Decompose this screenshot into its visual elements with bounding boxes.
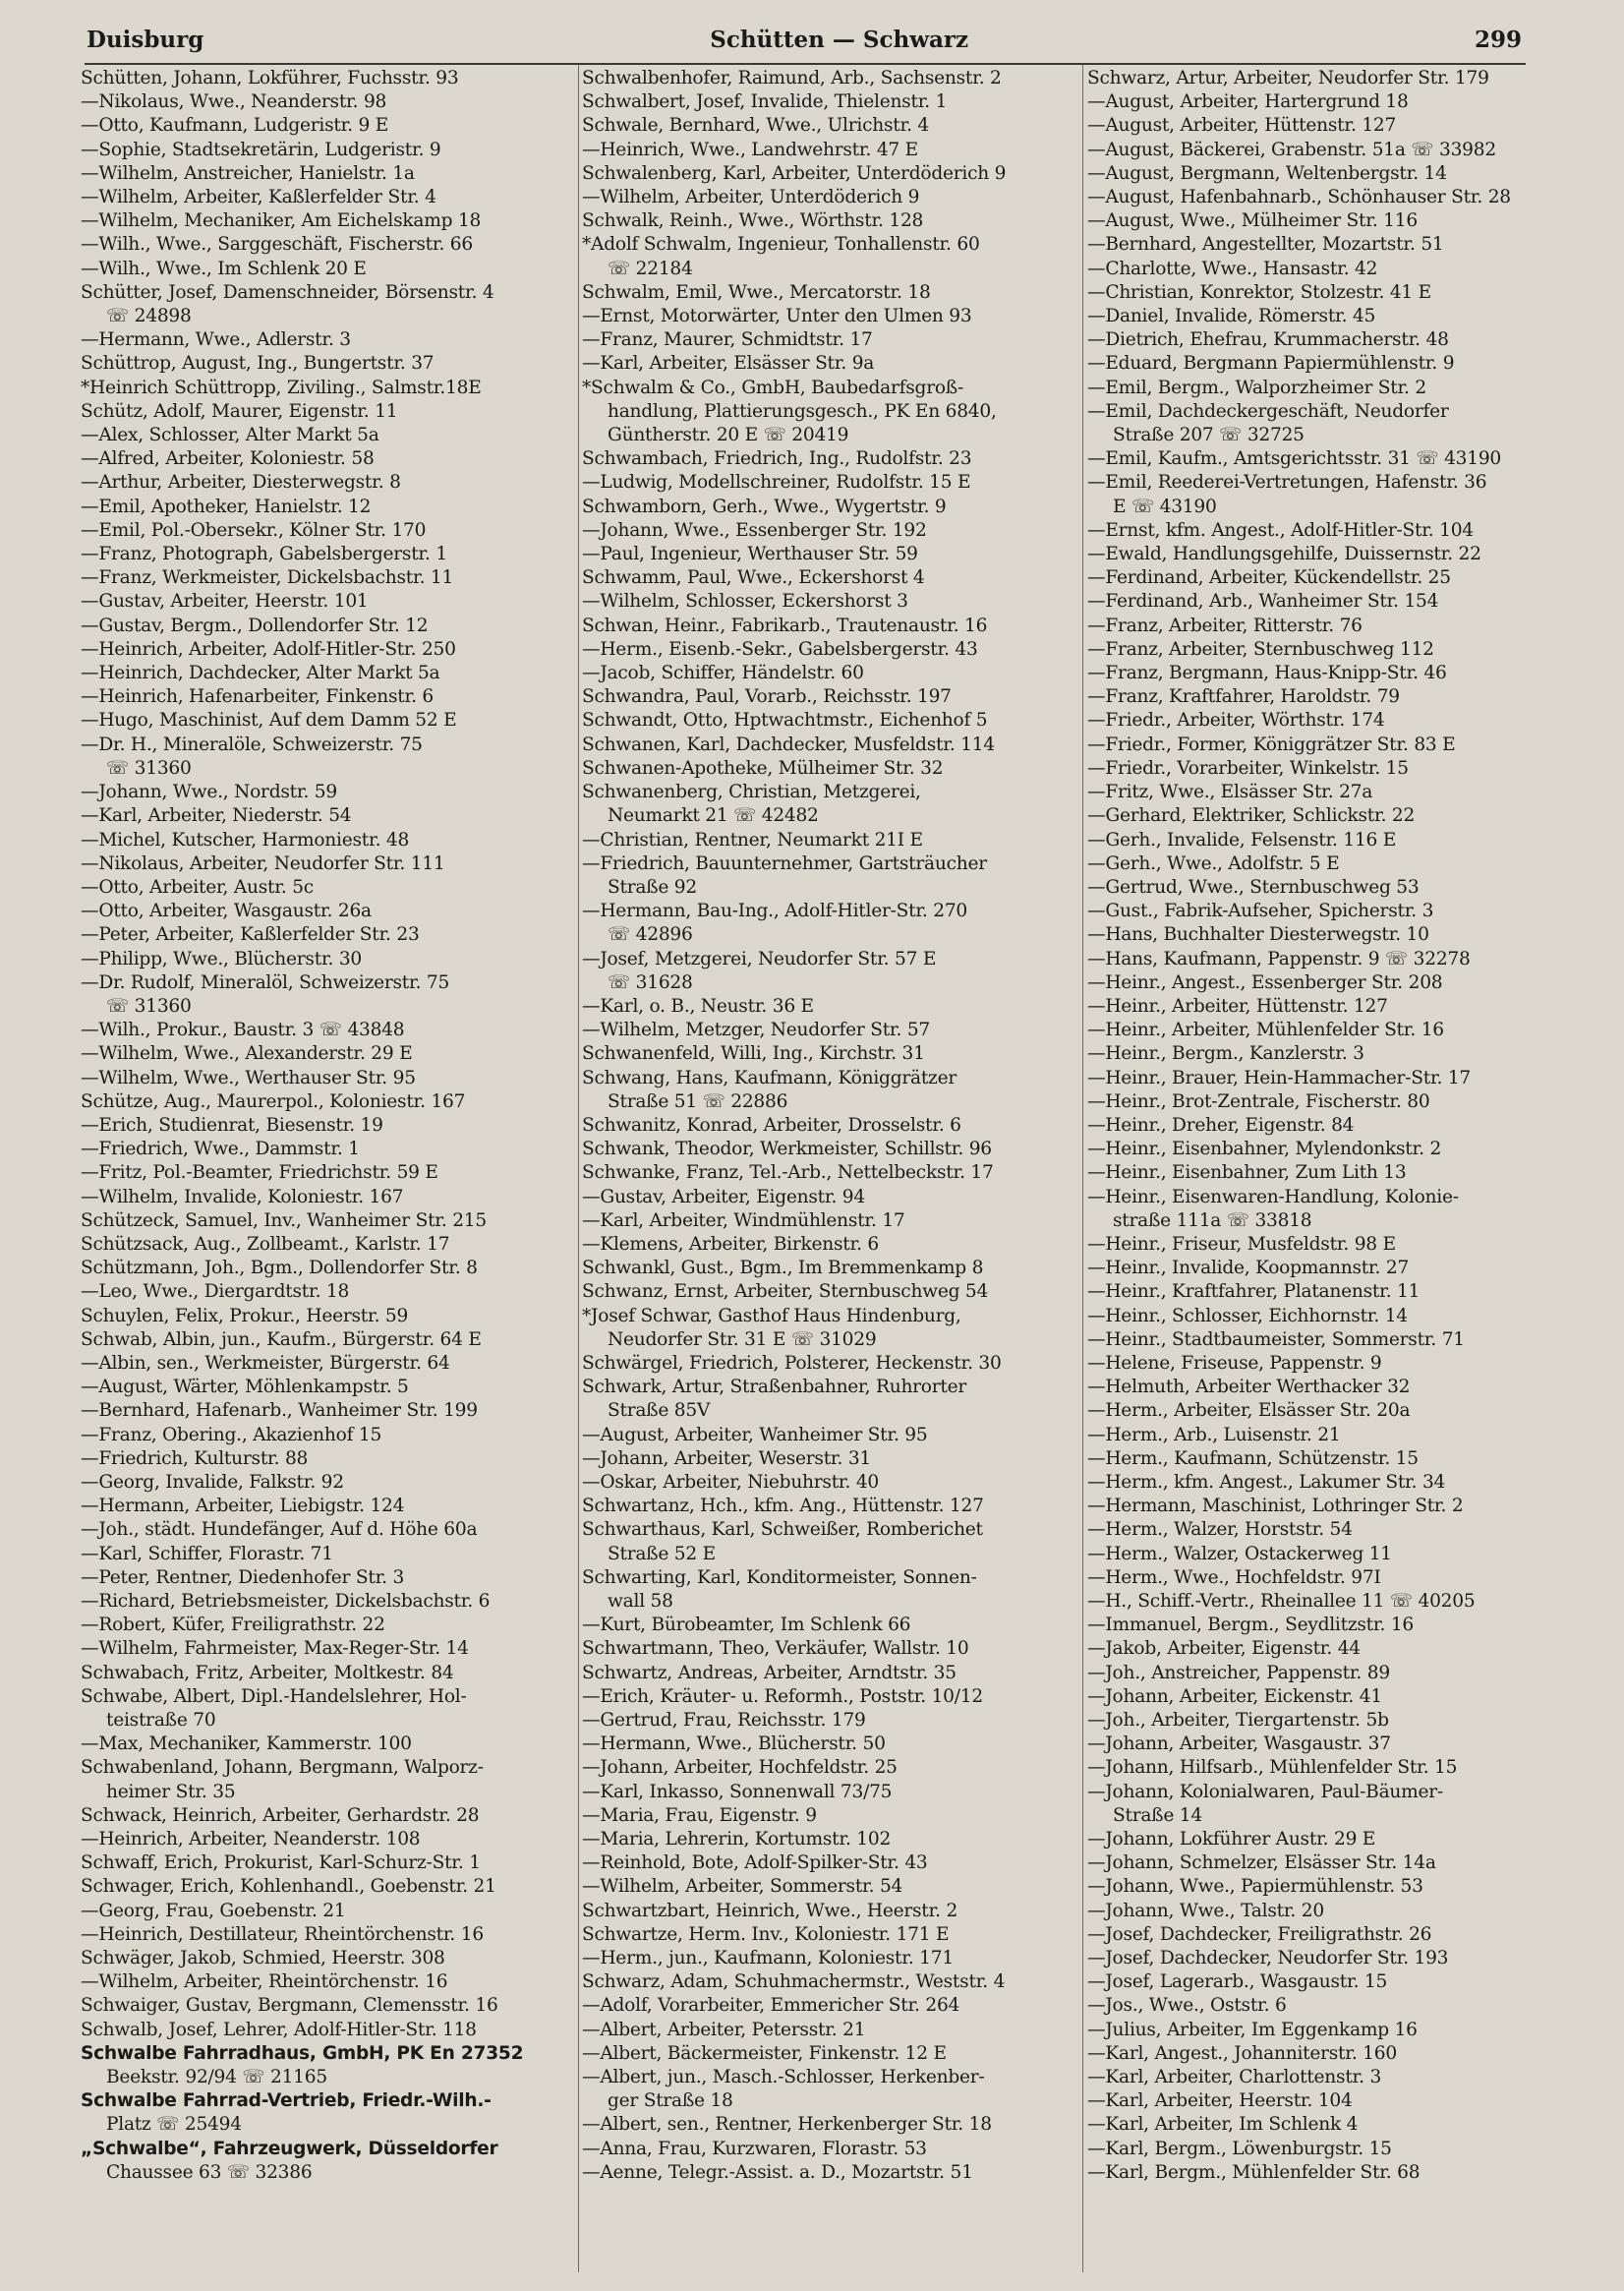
directory-entry: —Franz, Maurer, Schmidtstr. 17 [582,329,873,351]
directory-entry: —Franz, Photograph, Gabelsbergerstr. 1 [81,544,447,565]
directory-entry: —Johann, Arbeiter, Wasgaustr. 37 [1087,1733,1391,1755]
directory-entry: —Karl, Bergm., Löwenburgstr. 15 [1087,2138,1392,2159]
directory-entry: Schwalk, Reinh., Wwe., Wörthstr. 128 [582,210,924,232]
directory-entry: —H., Schiff.-Vertr., Rheinallee 11 ☏ 40205 [1087,1591,1476,1612]
directory-entry: —Emil, Apotheker, Hanielstr. 12 [81,496,372,517]
directory-entry: —Heinrich, Destillateur, Rheintörchenstr. 16 [81,1923,484,1945]
directory-entry: —Wilhelm, Arbeiter, Unterdöderich 9 [582,187,920,208]
directory-entry: —Fritz, Pol.-Beamter, Friedrichstr. 59 E [81,1162,438,1184]
directory-entry: —Herm., Arbeiter, Elsässer Str. 20a [1087,1400,1411,1422]
directory-entry: —Leo, Wwe., Diergardtstr. 18 [81,1281,350,1303]
directory-entry: —Karl, Arbeiter, Charlottenstr. 3 [1087,2067,1382,2088]
directory-entry: —Albin, sen., Werkmeister, Bürgerstr. 64 [81,1352,450,1374]
directory-entry: —Immanuel, Bergm., Seydlitzstr. 16 [1087,1615,1414,1636]
directory-entry: —Friedrich, Bauunternehmer, Gartsträucher [582,852,987,874]
directory-entry: —Ewald, Handlungsgehilfe, Duissernstr. 22 [1087,544,1481,565]
directory-entry: —Joh., Arbeiter, Tiergartenstr. 5b [1087,1710,1389,1732]
directory-entry: —Karl, Arbeiter, Niederstr. 54 [81,805,352,827]
directory-entry: —Helene, Friseuse, Pappenstr. 9 [1087,1352,1382,1374]
directory-entry: —Heinr., Dreher, Eigenstr. 84 [1087,1114,1355,1136]
directory-entry: Schwarting, Karl, Konditormeister, Sonnen- [582,1566,977,1588]
directory-entry: —Julius, Arbeiter, Im Eggenkamp 16 [1087,2019,1418,2040]
directory-entry: —Josef, Dachdecker, Freiligrathstr. 26 [1087,1923,1432,1945]
directory-entry: Schwanen, Karl, Dachdecker, Musfeldstr. 114 [582,734,995,755]
directory-entry: —Johann, Lokführer Austr. 29 E [1087,1829,1376,1850]
directory-entry: —Hermann, Wwe., Adlerstr. 3 [81,329,351,351]
directory-entry: ☏ 24898 [106,306,192,327]
directory-entry: *Josef Schwar, Gasthof Haus Hindenburg, [582,1305,961,1326]
directory-entry: Schwamm, Paul, Wwe., Eckershorst 4 [582,567,925,589]
directory-entry: Schwartmann, Theo, Verkäufer, Wallstr. 10 [582,1638,969,1660]
directory-entry: —Alfred, Arbeiter, Koloniestr. 58 [81,448,375,470]
directory-entry: —Friedr., Arbeiter, Wörthstr. 174 [1087,710,1385,732]
directory-entry: —August, Arbeiter, Wanheimer Str. 95 [582,1424,928,1445]
directory-entry: —Hermann, Arbeiter, Liebigstr. 124 [81,1496,405,1517]
directory-entry: —Nikolaus, Wwe., Neanderstr. 98 [81,91,387,113]
directory-entry: Straße 52 E [608,1543,716,1564]
directory-entry: —Herm., Walzer, Ostackerweg 11 [1087,1543,1392,1564]
directory-entry: —Sophie, Stadtsekretärin, Ludgeristr. 9 [81,139,441,160]
directory-entry: —Wilhelm, Metzger, Neudorfer Str. 57 [582,1020,930,1041]
directory-entry: Schwanitz, Konrad, Arbeiter, Drosselstr. 6 [582,1114,961,1136]
directory-entry: —August, Hafenbahnarb., Schönhauser Str. 28 [1087,187,1511,208]
directory-entry: Platz ☏ 25494 [106,2114,242,2136]
directory-entry: —Heinr., Eisenbahner, Mylendonkstr. 2 [1087,1139,1442,1160]
directory-entry: —Wilhelm, Arbeiter, Kaßlerfelder Str. 4 [81,187,436,208]
directory-entry: —Gerh., Invalide, Felsenstr. 116 E [1087,829,1397,851]
directory-entry: —Adolf, Vorarbeiter, Emmericher Str. 264 [582,1995,960,2017]
directory-entry: —Albert, jun., Masch.-Schlosser, Herkenber- [582,2067,985,2088]
directory-entry: —Otto, Arbeiter, Wasgaustr. 26a [81,901,372,922]
directory-entry: —Johann, Hilfsarb., Mühlenfelder Str. 15 [1087,1757,1458,1779]
directory-entry: Schwack, Heinrich, Arbeiter, Gerhardstr. 28 [81,1804,480,1826]
directory-entry: —Fritz, Wwe., Elsässer Str. 27a [1087,782,1373,803]
directory-entry: Schwalbe Fahrradhaus, GmbH, PK En 27352 [81,2042,524,2064]
directory-entry: —Gertrud, Wwe., Sternbuschweg 53 [1087,876,1420,898]
directory-entry: Schützeck, Samuel, Inv., Wanheimer Str. 215 [81,1209,487,1231]
directory-entry: —Eduard, Bergmann Papiermühlenstr. 9 [1087,353,1455,375]
directory-entry: —Friedr., Vorarbeiter, Winkelstr. 15 [1087,757,1409,779]
directory-entry: —Hans, Buchhalter Diesterwegstr. 10 [1087,924,1429,946]
header-rule [85,63,1526,65]
directory-entry: Straße 85V [608,1400,711,1422]
directory-entry: —Richard, Betriebsmeister, Dickelsbachstr. 6 [81,1591,491,1612]
directory-entry: —Albert, Bäckermeister, Finkenstr. 12 E [582,2042,947,2064]
directory-entry: —Heinr., Brot-Zentrale, Fischerstr. 80 [1087,1090,1430,1112]
directory-entry: Schwäger, Jakob, Schmied, Heerstr. 308 [81,1948,445,1969]
directory-entry: Schwalb, Josef, Lehrer, Adolf-Hitler-Str. 118 [81,2019,477,2040]
directory-entry: —Johann, Wwe., Talstr. 20 [1087,1900,1324,1921]
directory-entry: Schwale, Bernhard, Wwe., Ulrichstr. 4 [582,115,929,137]
directory-entry: —Johann, Wwe., Essenberger Str. 192 [582,519,927,541]
directory-entry: Chaussee 63 ☏ 32386 [106,2161,313,2183]
directory-entry: —Charlotte, Wwe., Hansastr. 42 [1087,258,1378,279]
directory-entry: —Karl, Schiffer, Florastr. 71 [81,1543,333,1564]
directory-entry: —Franz, Arbeiter, Ritterstr. 76 [1087,615,1363,636]
directory-entry: —Heinr., Stadtbaumeister, Sommerstr. 71 [1087,1328,1465,1350]
directory-entry: —Oskar, Arbeiter, Niebuhrstr. 40 [582,1471,880,1493]
directory-entry: Schwalenberg, Karl, Arbeiter, Unterdöderich 9 [582,162,1007,184]
directory-entry: Schwambach, Friedrich, Ing., Rudolfstr. 23 [582,448,972,470]
directory-entry: —Johann, Arbeiter, Eickenstr. 41 [1087,1685,1382,1707]
directory-entry: —Wilh., Prokur., Baustr. 3 ☏ 43848 [81,1020,405,1041]
directory-entry: —Johann, Schmelzer, Elsässer Str. 14a [1087,1852,1436,1874]
directory-entry: —Wilh., Wwe., Im Schlenk 20 E [81,258,367,279]
directory-entry: —Johann, Arbeiter, Hochfeldstr. 25 [582,1757,898,1779]
directory-entry: —Wilhelm, Arbeiter, Rheintörchenstr. 16 [81,1971,448,1993]
directory-entry: Schuylen, Felix, Prokur., Heerstr. 59 [81,1305,409,1326]
directory-entry: —Heinr., Eisenwaren-Handlung, Kolonie- [1087,1186,1459,1207]
directory-entry: E ☏ 43190 [1113,496,1217,517]
directory-entry: —Bernhard, Angestellter, Mozartstr. 51 [1087,234,1444,256]
directory-entry: —Ferdinand, Arb., Wanheimer Str. 154 [1087,591,1439,613]
directory-entry: —Helmuth, Arbeiter Werthacker 32 [1087,1377,1411,1398]
directory-entry: —Georg, Invalide, Falkstr. 92 [81,1471,344,1493]
directory-entry: Straße 51 ☏ 22886 [608,1090,788,1112]
directory-entry: wall 58 [608,1591,673,1612]
directory-entry: —Hans, Kaufmann, Pappenstr. 9 ☏ 32278 [1087,948,1471,969]
directory-entry: —August, Bäckerei, Grabenstr. 51a ☏ 33982 [1087,139,1496,160]
directory-entry: —Wilhelm, Fahrmeister, Max-Reger-Str. 14 [81,1638,469,1660]
directory-entry: Schütter, Josef, Damenschneider, Börsenstr. 4 [81,281,494,303]
directory-entry: —Friedrich, Kulturstr. 88 [81,1447,309,1469]
directory-entry: —Otto, Kaufmann, Ludgeristr. 9 E [81,115,389,137]
header-range: Schütten — Schwarz [710,26,969,53]
directory-entry: Schwalbenhofer, Raimund, Arb., Sachsenstr. 2 [582,68,1002,88]
directory-entry: —August, Bergmann, Weltenbergstr. 14 [1087,162,1447,184]
directory-entry: —Heinr., Schlosser, Eichhornstr. 14 [1087,1305,1408,1326]
directory-entry: —Herm., kfm. Angest., Lakumer Str. 34 [1087,1471,1446,1493]
directory-entry: —Wilhelm, Arbeiter, Sommerstr. 54 [582,1876,903,1898]
directory-entry: —Kurt, Bürobeamter, Im Schlenk 66 [582,1615,911,1636]
directory-entry: —Dietrich, Ehefrau, Krummacherstr. 48 [1087,329,1449,351]
directory-entry: teistraße 70 [106,1710,216,1732]
directory-entry: —Heinr., Bergm., Kanzlerstr. 3 [1087,1043,1364,1065]
directory-entry: —Gust., Fabrik-Aufseher, Spicherstr. 3 [1087,901,1434,922]
directory-entry: —Hermann, Bau-Ing., Adolf-Hitler-Str. 270 [582,901,967,922]
directory-entry: Schwarz, Artur, Arbeiter, Neudorfer Str. 179 [1087,68,1489,88]
directory-entry: Schwanke, Franz, Tel.-Arb., Nettelbeckstr. 17 [582,1162,994,1184]
directory-entry: Schwartzbart, Heinrich, Wwe., Heerstr. 2 [582,1900,958,1921]
directory-entry: —Peter, Arbeiter, Kaßlerfelder Str. 23 [81,924,420,946]
directory-entry: straße 111a ☏ 33818 [1113,1209,1312,1231]
directory-entry: —Gertrud, Frau, Reichsstr. 179 [582,1710,866,1732]
directory-entry: —Hugo, Maschinist, Auf dem Damm 52 E [81,710,457,732]
directory-entry: —Johann, Kolonialwaren, Paul-Bäumer- [1087,1781,1443,1802]
directory-entry: —Otto, Arbeiter, Austr. 5c [81,876,314,898]
directory-entry: Schwanenfeld, Willi, Ing., Kirchstr. 31 [582,1043,925,1065]
directory-entry: —Herm., Walzer, Horststr. 54 [1087,1519,1353,1541]
directory-entry: —Heinr., Angest., Essenberger Str. 208 [1087,971,1443,993]
header-page-number: 299 [1474,26,1522,53]
directory-entry: —Klemens, Arbeiter, Birkenstr. 6 [582,1233,879,1255]
directory-entry: —Max, Mechaniker, Kammerstr. 100 [81,1733,412,1755]
directory-entry: —Ferdinand, Arbeiter, Kückendellstr. 25 [1087,567,1451,589]
directory-column-1 [81,67,572,2279]
directory-entry: —Karl, Inkasso, Sonnenwall 73/75 [582,1781,893,1802]
directory-entry: —Nikolaus, Arbeiter, Neudorfer Str. 111 [81,852,445,874]
directory-entry: *Heinrich Schüttropp, Ziviling., Salmstr.18E [81,377,482,398]
directory-entry: —Herm., Wwe., Hochfeldstr. 97I [1087,1566,1381,1588]
directory-entry: Schwandra, Paul, Vorarb., Reichsstr. 197 [582,686,952,708]
directory-entry: —Maria, Lehrerin, Kortumstr. 102 [582,1829,892,1850]
page-header [87,20,1522,59]
directory-entry: —Heinrich, Arbeiter, Neanderstr. 108 [81,1829,421,1850]
directory-entry: Straße 207 ☏ 32725 [1113,425,1305,446]
directory-entry: —Karl, o. B., Neustr. 36 E [582,995,814,1017]
directory-entry: —Maria, Frau, Eigenstr. 9 [582,1804,817,1826]
directory-entry: —August, Arbeiter, Hartergrund 18 [1087,91,1409,113]
directory-entry: —Philipp, Wwe., Blücherstr. 30 [81,948,363,969]
directory-entry: —Wilh., Wwe., Sarggeschäft, Fischerstr. 66 [81,234,473,256]
directory-entry: —Heinrich, Hafenarbeiter, Finkenstr. 6 [81,686,434,708]
directory-entry: Schwartanz, Hch., kfm. Ang., Hüttenstr. 127 [582,1496,984,1517]
directory-entry: Schütz, Adolf, Maurer, Eigenstr. 11 [81,400,398,422]
directory-entry: —Wilhelm, Anstreicher, Hanielstr. 1a [81,162,415,184]
directory-entry: *Adolf Schwalm, Ingenieur, Tonhallenstr. 60 [582,234,980,256]
directory-entry: —Albert, sen., Rentner, Herkenberger Str. 18 [582,2114,992,2136]
directory-entry: —Jakob, Arbeiter, Eigenstr. 44 [1087,1638,1361,1660]
directory-entry: Schwalbe Fahrrad-Vertrieb, Friedr.-Wilh.- [81,2090,492,2112]
directory-entry: —Karl, Arbeiter, Windmühlenstr. 17 [582,1209,905,1231]
directory-entry: Schütze, Aug., Maurerpol., Koloniestr. 167 [81,1090,466,1112]
directory-entry: Schüttrop, August, Ing., Bungertstr. 37 [81,353,435,375]
directory-entry: —Jacob, Schiffer, Händelstr. 60 [582,663,864,684]
directory-entry: Schwabach, Fritz, Arbeiter, Moltkestr. 84 [81,1662,454,1683]
directory-entry: Schwaff, Erich, Prokurist, Karl-Schurz-Str. 1 [81,1852,481,1874]
directory-entry: —Gustav, Arbeiter, Heerstr. 101 [81,591,369,613]
directory-entry: ☏ 31628 [608,971,693,993]
directory-entry: —Gerh., Wwe., Adolfstr. 5 E [1087,852,1340,874]
directory-entry: —Wilhelm, Wwe., Werthauser Str. 95 [81,1067,416,1088]
directory-entry: —Joh., städt. Hundefänger, Auf d. Höhe 60a [81,1519,478,1541]
directory-entry: —Franz, Kraftfahrer, Haroldstr. 79 [1087,686,1400,708]
directory-entry: —Emil, Kaufm., Amtsgerichtsstr. 31 ☏ 43190 [1087,448,1501,470]
directory-entry: Schwark, Artur, Straßenbahner, Ruhrorter [582,1377,967,1398]
directory-entry: —Franz, Werkmeister, Dickelsbachstr. 11 [81,567,454,589]
directory-entry: —Heinrich, Wwe., Landwehrstr. 47 E [582,139,918,160]
directory-entry: ☏ 31360 [106,995,192,1017]
directory-entry: —Heinrich, Arbeiter, Adolf-Hitler-Str. 250 [81,638,456,660]
directory-entry: Schwager, Erich, Kohlenhandl., Goebenstr. 21 [81,1876,496,1898]
directory-entry: —Herm., jun., Kaufmann, Koloniestr. 171 [582,1948,954,1969]
directory-entry: Schwankl, Gust., Bgm., Im Bremmenkamp 8 [582,1258,984,1279]
directory-entry: Neudorfer Str. 31 E ☏ 31029 [608,1328,877,1350]
directory-entry: Schwärgel, Friedrich, Polsterer, Heckenstr. 30 [582,1352,1002,1374]
directory-entry: —Gustav, Arbeiter, Eigenstr. 94 [582,1186,865,1207]
directory-entry: —Heinr., Eisenbahner, Zum Lith 13 [1087,1162,1407,1184]
directory-entry: —Paul, Ingenieur, Werthauser Str. 59 [582,544,918,565]
directory-entry: —Aenne, Telegr.-Assist. a. D., Mozartstr. 51 [582,2161,973,2183]
directory-entry: ger Straße 18 [608,2090,733,2112]
directory-entry: Schwanen-Apotheke, Mülheimer Str. 32 [582,757,944,779]
directory-entry: „Schwalbe“, Fahrzeugwerk, Düsseldorfer [81,2138,498,2159]
directory-entry: —Franz, Obering., Akazienhof 15 [81,1424,382,1445]
directory-entry: —Heinrich, Dachdecker, Alter Markt 5a [81,663,440,684]
directory-entry: —Robert, Küfer, Freiligrathstr. 22 [81,1615,385,1636]
directory-entry: —Johann, Wwe., Papiermühlenstr. 53 [1087,1876,1423,1898]
directory-column-2 [582,67,1078,2279]
directory-entry: Schütten, Johann, Lokführer, Fuchsstr. 93 [81,68,459,88]
directory-entry: —Erich, Kräuter- u. Reformh., Poststr. 10/12 [582,1685,983,1707]
directory-entry: —Wilhelm, Schlosser, Eckershorst 3 [582,591,908,613]
directory-entry: Schwamborn, Gerh., Wwe., Wygertstr. 9 [582,496,947,517]
directory-entry: —Ludwig, Modellschreiner, Rudolfstr. 15 E [582,472,971,494]
directory-entry: —Georg, Frau, Goebenstr. 21 [81,1900,346,1921]
directory-entry: Schützmann, Joh., Bgm., Dollendorfer Str. 8 [81,1258,478,1279]
directory-entry: —Hermann, Maschinist, Lothringer Str. 2 [1087,1496,1464,1517]
directory-entry: *Schwalm & Co., GmbH, Baubedarfsgroß- [582,377,963,398]
directory-entry: —Bernhard, Hafenarb., Wanheimer Str. 199 [81,1400,478,1422]
directory-entry: —Johann, Arbeiter, Weserstr. 31 [582,1447,872,1469]
directory-entry: —Karl, Bergm., Mühlenfelder Str. 68 [1087,2161,1421,2183]
directory-entry: —Albert, Arbeiter, Petersstr. 21 [582,2019,866,2040]
directory-entry: —Christian, Konrektor, Stolzestr. 41 E [1087,281,1431,303]
directory-entry: —Herm., Eisenb.-Sekr., Gabelsbergerstr. 43 [582,638,978,660]
directory-entry: —Heinr., Arbeiter, Hüttenstr. 127 [1087,995,1388,1017]
directory-entry: —August, Arbeiter, Hüttenstr. 127 [1087,115,1397,137]
directory-entry: —Erich, Studienrat, Biesenstr. 19 [81,1114,383,1136]
directory-entry: —Jos., Wwe., Oststr. 6 [1087,1995,1287,2017]
directory-entry: Schwabe, Albert, Dipl.-Handelslehrer, Hol- [81,1685,467,1707]
directory-entry: —Friedrich, Wwe., Dammstr. 1 [81,1139,360,1160]
directory-column-3 [1087,67,1591,2279]
directory-entry: —Karl, Angest., Johanniterstr. 160 [1087,2042,1397,2064]
directory-entry: Schwalm, Emil, Wwe., Mercatorstr. 18 [582,281,931,303]
directory-entry: —Emil, Dachdeckergeschäft, Neudorfer [1087,400,1449,422]
directory-entry: —Anna, Frau, Kurzwaren, Florastr. 53 [582,2138,927,2159]
header-city: Duisburg [87,26,204,53]
directory-entry: —Joh., Anstreicher, Pappenstr. 89 [1087,1662,1390,1683]
directory-entry: —Heinr., Friseur, Musfeldstr. 98 E [1087,1233,1396,1255]
directory-entry: Schwarz, Adam, Schuhmachermstr., Weststr. 4 [582,1971,1006,1993]
directory-entry: —Michel, Kutscher, Harmoniestr. 48 [81,829,410,851]
directory-entry: Schwartze, Herm. Inv., Koloniestr. 171 E [582,1923,950,1945]
directory-entry: —Heinr., Arbeiter, Mühlenfelder Str. 16 [1087,1020,1444,1041]
directory-entry: Schwan, Heinr., Fabrikarb., Trautenaustr. 16 [582,615,988,636]
directory-entry: Neumarkt 21 ☏ 42482 [608,805,819,827]
directory-entry: Schwalbert, Josef, Invalide, Thielenstr. 1 [582,91,948,113]
directory-entry: —Josef, Metzgerei, Neudorfer Str. 57 E [582,948,937,969]
directory-entry: —Wilhelm, Invalide, Koloniestr. 167 [81,1186,404,1207]
directory-entry: Schwabenland, Johann, Bergmann, Walporz- [81,1757,484,1779]
directory-entry: —Heinr., Kraftfahrer, Platanenstr. 11 [1087,1281,1421,1303]
directory-entry: —Gustav, Bergm., Dollendorfer Str. 12 [81,615,429,636]
directory-entry: handlung, Plattierungsgesch., PK En 6840, [608,400,997,422]
directory-entry: —Herm., Arb., Luisenstr. 21 [1087,1424,1341,1445]
directory-entry: —Josef, Dachdecker, Neudorfer Str. 193 [1087,1948,1449,1969]
directory-entry: heimer Str. 35 [106,1781,236,1802]
directory-entry: —Herm., Kaufmann, Schützenstr. 15 [1087,1447,1419,1469]
directory-entry: —Christian, Rentner, Neumarkt 21I E [582,829,923,851]
directory-entry: ☏ 42896 [608,924,693,946]
directory-entry: —Josef, Lagerarb., Wasgaustr. 15 [1087,1971,1388,1993]
directory-entry: Schwang, Hans, Kaufmann, Königgrätzer [582,1067,957,1088]
directory-entry: Schwandt, Otto, Hptwachtmstr., Eichenhof 5 [582,710,988,732]
directory-entry: —Johann, Wwe., Nordstr. 59 [81,782,337,803]
directory-entry: —Karl, Arbeiter, Elsässer Str. 9a [582,353,875,375]
directory-entry: Schwank, Theodor, Werkmeister, Schillstr. 96 [582,1139,992,1160]
directory-entry: Straße 14 [1113,1804,1202,1826]
directory-entry: —Franz, Arbeiter, Sternbuschweg 112 [1087,638,1434,660]
directory-entry: —Wilhelm, Mechaniker, Am Eichelskamp 18 [81,210,482,232]
directory-entry: —Franz, Bergmann, Haus-Knipp-Str. 46 [1087,663,1447,684]
directory-entry: —Ernst, kfm. Angest., Adolf-Hitler-Str. 104 [1087,519,1474,541]
directory-entry: —August, Wwe., Mülheimer Str. 116 [1087,210,1418,232]
directory-entry: —Karl, Arbeiter, Heerstr. 104 [1087,2090,1353,2112]
directory-entry: —Reinhold, Bote, Adolf-Spilker-Str. 43 [582,1852,928,1874]
directory-entry: Güntherstr. 20 E ☏ 20419 [608,425,849,446]
directory-entry: —Gerhard, Elektriker, Schlickstr. 22 [1087,805,1416,827]
directory-entry: —Alex, Schlosser, Alter Markt 5a [81,425,379,446]
column-divider-1 [578,65,579,2272]
directory-entry: Schwanz, Ernst, Arbeiter, Sternbuschweg 54 [582,1281,989,1303]
directory-entry: —Dr. H., Mineralöle, Schweizerstr. 75 [81,734,423,755]
directory-entry: —Arthur, Arbeiter, Diesterwegstr. 8 [81,472,401,494]
directory-entry: Straße 92 [608,876,697,898]
directory-entry: ☏ 31360 [106,757,192,779]
column-divider-2 [1082,65,1083,2272]
directory-entry: —Hermann, Wwe., Blücherstr. 50 [582,1733,886,1755]
directory-entry: —Daniel, Invalide, Römerstr. 45 [1087,306,1376,327]
directory-entry: Beekstr. 92/94 ☏ 21165 [106,2067,327,2088]
directory-entry: —Peter, Rentner, Diedenhofer Str. 3 [81,1566,405,1588]
directory-entry: —Karl, Arbeiter, Im Schlenk 4 [1087,2114,1359,2136]
directory-entry: Schwaiger, Gustav, Bergmann, Clemensstr. 16 [81,1995,498,2017]
directory-entry: ☏ 22184 [608,258,693,279]
directory-entry: Schwartz, Andreas, Arbeiter, Arndtstr. 35 [582,1662,957,1683]
directory-entry: —Emil, Pol.-Obersekr., Kölner Str. 170 [81,519,427,541]
directory-entry: Schwanenberg, Christian, Metzgerei, [582,782,921,803]
directory-entry: —Wilhelm, Wwe., Alexanderstr. 29 E [81,1043,413,1065]
directory-entry: —August, Wärter, Möhlenkampstr. 5 [81,1377,409,1398]
directory-entry: Schützsack, Aug., Zollbeamt., Karlstr. 17 [81,1233,450,1255]
directory-entry: —Emil, Reederei-Vertretungen, Hafenstr. 36 [1087,472,1487,494]
directory-entry: Schwab, Albin, jun., Kaufm., Bürgerstr. 64 E [81,1328,482,1350]
directory-entry: —Emil, Bergm., Walporzheimer Str. 2 [1087,377,1426,398]
directory-entry: —Dr. Rudolf, Mineralöl, Schweizerstr. 75 [81,971,450,993]
directory-entry: —Heinr., Invalide, Koopmannstr. 27 [1087,1258,1410,1279]
directory-entry: —Friedr., Former, Königgrätzer Str. 83 E [1087,734,1456,755]
directory-entry: Schwarthaus, Karl, Schweißer, Romberichet [582,1519,983,1541]
directory-entry: —Heinr., Brauer, Hein-Hammacher-Str. 17 [1087,1067,1472,1088]
directory-entry: —Ernst, Motorwärter, Unter den Ulmen 93 [582,306,972,327]
